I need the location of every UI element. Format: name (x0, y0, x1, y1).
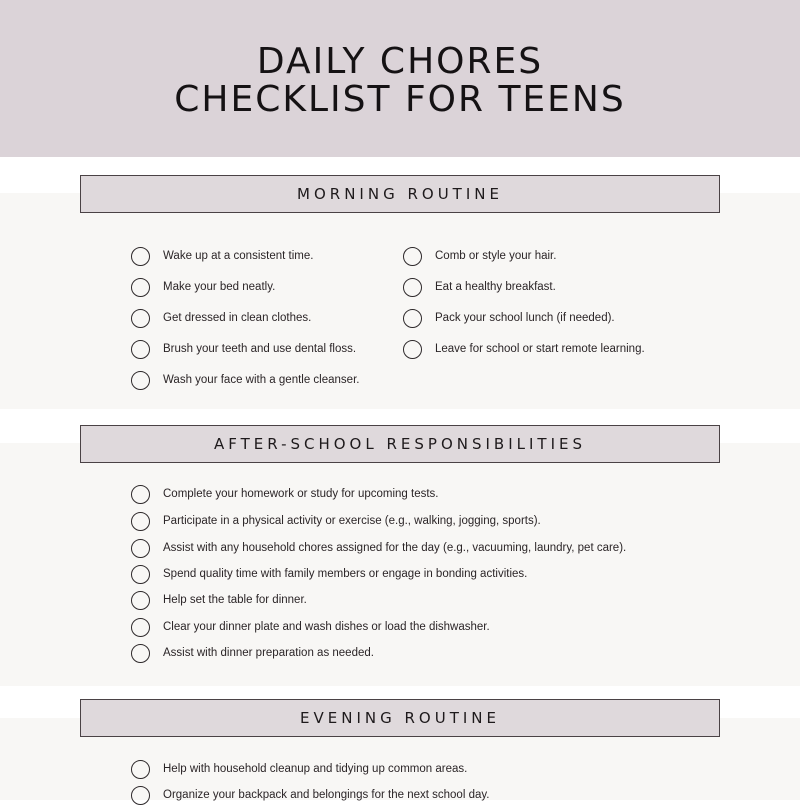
checkbox-circle-icon[interactable] (131, 539, 150, 558)
item-label: Pack your school lunch (if needed). (435, 312, 615, 324)
checklist-item[interactable] (131, 276, 275, 298)
item-label: Clear your dinner plate and wash dishes or load the dishwasher. (163, 621, 490, 633)
checklist-item[interactable] (131, 642, 374, 664)
checklist-item[interactable] (403, 245, 556, 267)
item-label: Assist with dinner preparation as needed. (163, 647, 374, 659)
morning-panel (0, 193, 800, 409)
item-label: Leave for school or start remote learning. (435, 343, 645, 355)
checkbox-circle-icon[interactable] (131, 565, 150, 584)
item-label: Participate in a physical activity or exercise (e.g., walking, jogging, sports). (163, 515, 541, 527)
section-heading-evening: EVENING ROUTINE (80, 699, 720, 737)
checklist-item[interactable] (131, 338, 356, 360)
checkbox-circle-icon[interactable] (403, 247, 422, 266)
item-label: Help set the table for dinner. (163, 594, 307, 606)
checklist-item[interactable] (403, 338, 645, 360)
section-heading-morning: MORNING ROUTINE (80, 175, 720, 213)
item-label: Complete your homework or study for upcoming tests. (163, 488, 439, 500)
checkbox-circle-icon[interactable] (131, 512, 150, 531)
checklist-item[interactable] (131, 784, 489, 806)
header-banner (0, 0, 800, 157)
checklist-item[interactable] (131, 483, 438, 505)
checkbox-circle-icon[interactable] (131, 644, 150, 663)
checkbox-circle-icon[interactable] (131, 760, 150, 779)
checkbox-circle-icon[interactable] (403, 278, 422, 297)
checklist-item[interactable] (131, 245, 313, 267)
item-label: Eat a healthy breakfast. (435, 281, 556, 293)
checklist-item[interactable] (131, 510, 541, 532)
page-title-line-2: CHECKLIST FOR TEENS (174, 79, 626, 120)
item-label: Brush your teeth and use dental floss. (163, 343, 357, 355)
checklist-item[interactable] (403, 307, 615, 329)
item-label: Comb or style your hair. (435, 250, 557, 262)
checklist-item[interactable] (131, 369, 359, 391)
item-label: Assist with any household chores assigned for the day (e.g., vacuuming, laundry, pet care). (163, 542, 627, 554)
checkbox-circle-icon[interactable] (131, 786, 150, 805)
checklist-item[interactable] (131, 537, 626, 559)
checkbox-circle-icon[interactable] (131, 247, 150, 266)
item-label: Wash your face with a gentle cleanser. (163, 374, 360, 386)
item-label: Spend quality time with family members or engage in bonding activities. (163, 568, 528, 580)
checkbox-circle-icon[interactable] (131, 340, 150, 359)
checkbox-circle-icon[interactable] (131, 278, 150, 297)
checkbox-circle-icon[interactable] (403, 309, 422, 328)
item-label: Wake up at a consistent time. (163, 250, 314, 262)
item-label: Help with household cleanup and tidying up common areas. (163, 763, 468, 775)
checkbox-circle-icon[interactable] (131, 618, 150, 637)
checkbox-circle-icon[interactable] (131, 371, 150, 390)
page-title-line-1: DAILY CHORES (256, 41, 544, 82)
checkbox-circle-icon[interactable] (403, 340, 422, 359)
checklist-item[interactable] (131, 307, 311, 329)
item-label: Make your bed neatly. (163, 281, 276, 293)
item-label: Get dressed in clean clothes. (163, 312, 312, 324)
section-heading-after-school: AFTER-SCHOOL RESPONSIBILITIES (80, 425, 720, 463)
checklist-item[interactable] (403, 276, 556, 298)
checkbox-circle-icon[interactable] (131, 591, 150, 610)
checklist-item[interactable] (131, 563, 527, 585)
checklist-item[interactable] (131, 589, 307, 611)
checklist-item[interactable] (131, 616, 490, 638)
checkbox-circle-icon[interactable] (131, 309, 150, 328)
checklist-item[interactable] (131, 758, 467, 780)
checkbox-circle-icon[interactable] (131, 485, 150, 504)
item-label: Organize your backpack and belongings for the next school day. (163, 789, 490, 801)
